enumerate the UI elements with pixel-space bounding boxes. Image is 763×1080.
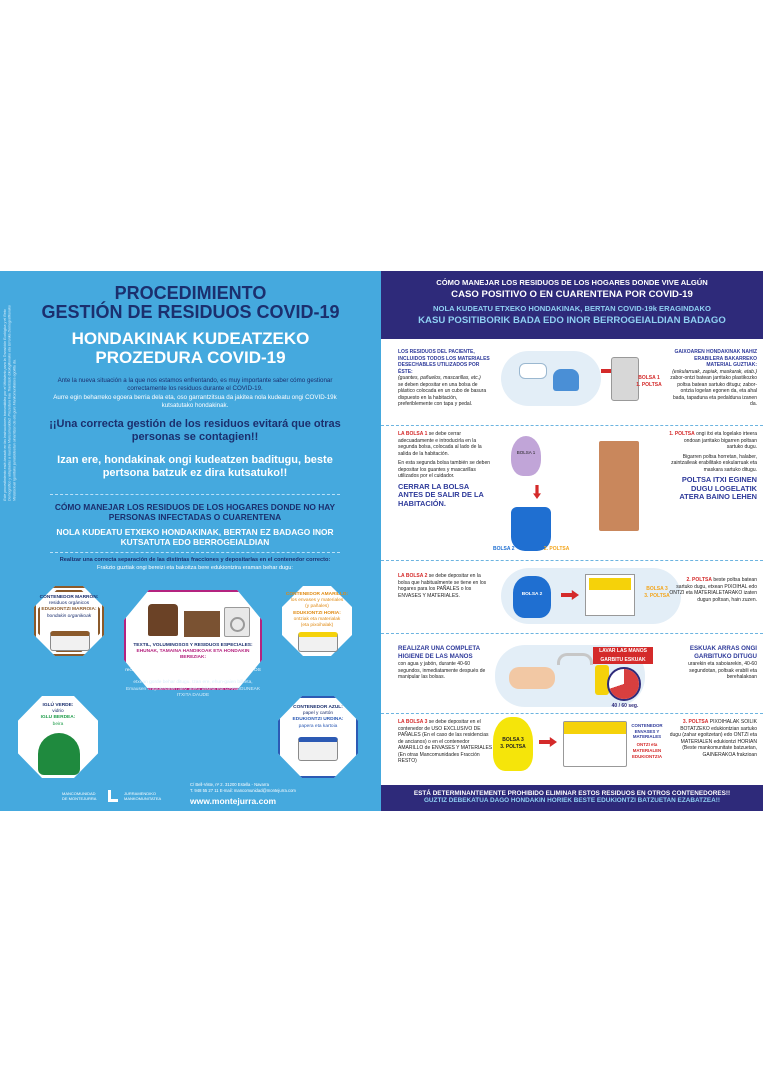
right-panel [381,271,763,811]
s3-illustration [501,568,681,624]
s4-eu-head: ESKUAK ARRAS ONGI GARBITUKO DITUGU [689,645,757,661]
s4-es-body: con agua y jabón, durante 40-60 segundos, inmediatamente después de manipular las bolsas. [398,661,486,681]
brown-bin-icon [50,631,90,651]
logo-mark-icon [108,790,118,802]
green-iglu-icon [38,733,80,775]
s1-es-sub: (guantes, pañuelos, mascarillas, etc.) [398,375,481,381]
left-panel [0,271,381,811]
textile-t2: EHUNAK, TAMAINA HANDIKOAK ETA HONDAKIN BEREZIAK: [136,649,250,661]
blue-container-label [282,705,354,730]
s2-es-body: se debe cerrar adecuadamente e introducirla en la segunda bolsa, colocada al lado de la salida de la habitación. [398,431,482,457]
separation-note-eu: Frakzio guztiak ongi bereizi eta bakoitza bere edukiontzira eraman behar dugu: [97,564,293,571]
logo-text-eu: JURRAMENDIKO MANKOMUNITATEA [124,790,162,801]
s5-mid-label [627,723,667,759]
separation-note [20,557,370,573]
yellow-container-icon [563,721,627,767]
s5-eu [669,719,757,758]
blue-t1: CONTENEDOR AZUL: [293,705,343,710]
yellow-t3: (y pañales) [305,604,329,610]
logo-text-es: MANCOMUNIDAD DE MONTEJURRA [62,790,97,801]
s1-es [398,349,493,408]
right-footer [381,785,763,811]
s3-eu-body: beste poltsa batean sartuko dugu, etxean PIXOIHAL edo ONTZI eta MATERIALETARAKO izaten dugun poltsan, hain zuzen. [669,577,757,603]
door-icon [599,441,639,531]
s5-es [398,719,493,765]
s3-es-body: se debe depositar en la bolsa que habitualmente se tiene en los hogares para los PAÑALES o los ENVASES Y MATERIALES. [398,573,487,599]
s5-bag3-label [493,737,533,750]
section-es: CÓMO MANEJAR LOS RESIDUOS DE LOS HOGARES DONDE NO HAY PERSONAS INFECTADAS O CUARENTENA [54,502,336,523]
s2-bag-label [493,546,653,553]
washing-machine-icon [224,607,250,637]
right-head-es-2: CASO POSITIVO O EN CUARENTENA POR COVID-19 [451,289,693,300]
textile-label [124,643,262,699]
brown-t2: residuos orgánicos [48,601,90,607]
iglu-t3: IGLU BERDEA: [40,715,76,721]
bag-2-icon-b [513,576,551,618]
s3-bolsa3: BOLSA 3 [646,586,668,592]
s5-es-lead: LA BOLSA 3 [398,719,428,725]
blue-bin-icon [298,737,338,761]
s4-es-head: REALIZAR UNA COMPLETA HIGIENE DE LAS MANOS [398,645,480,661]
brown-t4: hondakin organikoak [46,613,92,619]
s3-eu [669,577,757,603]
s3-es-lead: LA BOLSA 2 [398,573,428,579]
s4-mid-1: LAVAR LAS MANOS [593,647,653,656]
s5-eu-body: PIXOIHALAK SOILIK BOTATZEKO edukiontzian sartuko dugu (zahar egoitzetan) edo ONTZI eta MATERIALEN edukiontzi HORIAN (Beste mankomunitate batzuetan, GAINERAKOA frakzioan [669,719,757,758]
divider-bottom [50,552,340,553]
divider-4 [381,713,763,714]
s2-bolsa2: BOLSA 2 [493,546,515,552]
yellow-t4: EDUKIONTZI HORIA: [293,610,341,616]
masks-gloves-icon [501,351,601,406]
separation-note-es: Realizar una correcta separación de las distintas fracciones y depositarlas en el contenedor correcto: [59,557,331,563]
tap-icon [557,653,593,665]
iglu-t4: beira [52,721,64,727]
s1-bolsa1: BOLSA 1 [638,375,660,381]
yellow-t2: los envases y materiales [290,598,344,604]
contact: T. 948 55 27 11 E-mail: mancomunidad@montejurra.com [190,787,296,793]
s5-bolsa3: BOLSA 3 [502,737,524,743]
divider-3 [381,633,763,634]
s2-eu-body2: Bigarren poltsa horretan, halaber, zaintzaileak erabilitako eskularruak eta maskara sartuko ditugu. [671,453,757,473]
s5-mid-2: ONTZI eta MATERIALEN EDUKIONTZIA [631,742,662,759]
intro-eu: Aurre egin beharreko egoera berria dela eta, oso garrantzitsua da jakitea nola kudeatu ongi COVID-19k kutsatutako hondakinak. [53,393,337,410]
bag-3-icon [493,717,533,771]
blue-t3: EDUKIONTZI URDINA: [292,717,344,723]
footer-eu: GUZTIZ DEBEKATUA DAGO HONDAKIN HORIEK BESTE EDUKIONTZI BATZUETAN EZABATZEA!! [423,797,721,804]
s4-es [398,645,493,681]
coat-icon [148,604,178,636]
s1-eu [669,349,757,408]
blue-t2: papel y cartón [302,711,334,717]
s2-es-body2: En esta segunda bolsa también se deben depositar los guantes y mascarillas utilizados por el cuidador. [398,460,491,479]
brown-t3: EDUKIONTZI MARROIA: [41,607,97,613]
s5-mid-1: CONTENEDOR ENVASES Y MATERIALES [631,723,663,740]
s3-poltsa3: 3. POLTSA [644,592,670,599]
hands-icon [509,667,555,689]
s4-mid-label [593,647,653,664]
s4-mid-2: GARBITU ESKUAK [593,656,653,665]
right-header [381,271,763,339]
s2-eu-body: ongi itxi eta logelako irteera ondoan jarritako bigarren poltsan sartuko dugu. [683,431,757,450]
mancomunidad-logo [62,790,164,802]
intro [45,377,345,410]
s5-es-body: se debe depositar en el contenedor de USO EXCLUSIVO DE PAÑALES (En el caso de las residencias de ancianos) o en el contenedor AMARILLO de ENVASES Y MATERIALES (En otras Mancomunidades Fracción RESTO) [398,719,493,764]
divider-1 [381,425,763,426]
furniture-icon [184,611,220,637]
footer-es: ESTÁ DETERMINANTEMENTE PROHIBIDO ELIMINAR ESTOS RESIDUOS EN OTROS CONTENEDORES!! [413,790,731,797]
brown-t1: CONTENEDOR MARRÓN: [39,595,99,600]
vertical-note: Este procedimiento está basado en las instrucciones transmitidas por el Ministerio para la Transición Ecológica y el Reto Demográfico y adaptadas a nuestra Mancomunidad. Prozedura hau Trantsizio Ekologikorako eta Erronka Demografikorako Ministerioak igorritako jarraibideetan oinarritzen da eta gure Mankomunitatera egokitu da. [3,305,17,501]
textile-t3: se deben almacenar en casa ya que la recogida de textil, la recogida Puerta a Puerta de Traperos de Emaús y los PUNTOS LIMPIOS PERMANECERÁN CERRADOS [125,661,261,680]
s2-eu-lead: 1. POLTSA [669,431,695,437]
brown-container-label [36,595,102,620]
yellow-t1: CONTENEDOR AMARILLO: [285,592,349,597]
s4-eu [663,645,757,681]
s4-eu-body: urarekin eta xaboiarekin, 40-60 segundotan, poltsak erabili eta berehalakoan [688,661,757,681]
iglu-t1: IGLÚ VERDE: [42,703,74,708]
right-head-es-1: CÓMO MANEJAR LOS RESIDUOS DE LOS HOGARES DONDE VIVE ALGÚN [436,278,708,287]
s2-eu [669,431,757,502]
s3-bag2-label: BOLSA 2 [521,592,543,597]
s2-eu-cta: POLTSA ITXI EGINEN DUGU LOGELATIK ATERA BAINO LEHEN [679,475,757,502]
s5-poltsa3: 3. POLTSA [500,743,526,750]
title-eu-2: PROZEDURA COVID-19 [95,348,286,367]
textile-t1: TEXTIL, VOLUMINOSOS Y RESIDUOS ESPECIALES: [133,643,253,648]
divider-2 [381,560,763,561]
s3-es [398,573,493,599]
title-es-1: PROCEDIMIENTO [114,283,267,303]
s1-eu-sub: (eskularruak, zapiak, maskarak, etab.) [672,368,757,375]
yellow-bin-icon [298,632,338,652]
s3-eu-lead: 2. POLTSA [686,577,712,583]
section-eu: NOLA KUDEATU ETXEKO HONDAKINAK, BERTAN EZ BADAGO INOR KUTSATUTA EDO BERROGEIALDIAN [56,527,334,548]
s1-es-body: se deben depositar en una bolsa de plástico colocada en un cubo de basura dispuesto en la habitación, preferiblemente con tapa y pedal. [398,381,487,407]
arrow-right-icon-c [539,737,557,747]
brochure-sheet [0,271,763,811]
iglu-t2: vidrio [52,709,64,715]
timer-icon [607,667,641,701]
s1-bag-label [629,375,669,388]
s5-eu-lead: 3. POLTSA [682,719,709,725]
diaper-bin-icon [585,574,635,616]
textile-t4: etxean gorde behar ditugu. Izan ere, ehun-gaien bilketa, Emausen Trapuketarien atez ateko bilketa eta GARBIGUNEAK ITXITA DAUDE [125,680,261,698]
website-link[interactable]: www.montejurra.com [190,796,277,806]
s2-es-lead: LA BOLSA 1 [398,431,428,437]
address-block [190,782,296,794]
s1-poltsa1: 1. POLTSA [636,381,662,388]
s2-es-cta: CERRAR LA BOLSA ANTES DE SALIR DE LA HABITACIÓN. [398,481,484,508]
yellow-container-label [284,592,350,629]
s1-es-head: LOS RESIDUOS DEL PACIENTE, INCLUIDOS TODOS LOS MATERIALES DESECHABLES UTILIZADOS POR ÉSTE: [398,349,490,375]
bag-2-icon [511,507,551,551]
divider-top [50,494,340,495]
bag-1-icon [511,436,541,476]
address: C/ Bell-Viste, nº 2. 31200 Estella - Navarra [190,782,269,787]
bag-1-label: BOLSA 1 [516,450,536,455]
quote-eu: Izan ere, hondakinak ongi kudeatzen baditugu, beste pertsona batzuk ez dira kutsatuko!! [57,454,333,479]
yellow-t5: ontziak eta materialak [293,616,341,622]
quote-es: ¡¡Una correcta gestión de los residuos evitará que otras personas se contagien!! [49,418,341,443]
title-eu-1: HONDAKINAK KUDEATZEKO [71,329,310,348]
s4-timer: 40 / 60 seg. [611,703,639,709]
s2-poltsa2: 2. POLTSA [543,546,570,552]
right-head-eu-1: NOLA KUDEATU ETXEKO HONDAKINAK, BERTAN COVID-19k ERAGINDAKO [433,304,711,313]
blue-t4: papera eta kartoia [298,723,338,729]
s1-eu-body: zabor-ontzi batean jarritako plastikozko poltsa batean sartuko ditugu; zabor-ontzia logelan egonen da, eta ahal bada, tapaduna eta pedalduna izanen da. [670,375,757,407]
intro-es: Ante la nueva situación a la que nos estamos enfrentando, es muy importante saber cómo gestionar correctamente los residuos durante el COVID-19. [57,377,333,393]
arrow-right-icon-b [561,590,579,600]
right-head-eu-2: KASU POSITIBORIK BADA EDO INOR BERROGEIALDIAN BADAGO [418,315,726,326]
arrow-down-icon [533,485,541,499]
s1-eu-head: GAIXOAREN HONDAKINAK NAHIZ ERABILERA BAKARREKO MATERIAL GUZTIAK: [674,349,757,368]
yellow-t6: (eta pixoihalak) [300,623,334,629]
green-iglu-label [20,703,96,728]
s2-es [398,431,493,508]
title-es-2: GESTIÓN DE RESIDUOS COVID-19 [41,302,340,322]
